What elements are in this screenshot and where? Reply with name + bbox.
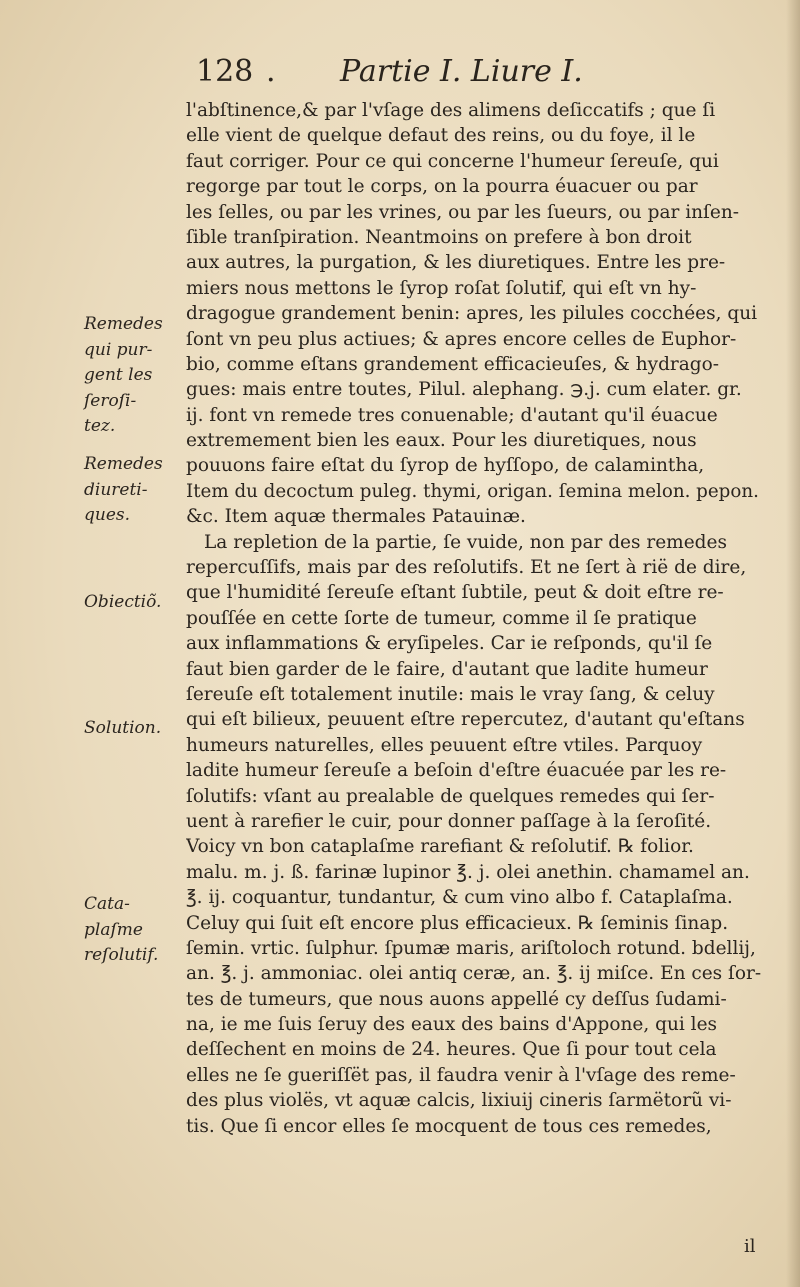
page-edge-shadow bbox=[786, 0, 800, 1287]
margin-note-line: Remedes bbox=[84, 454, 163, 474]
text-line: repercuſſifs, mais par des reſolutifs. Et ne ſert à rië de dire, bbox=[186, 557, 747, 579]
text-line: aux inflammations & eryſipeles. Car ie reſponds, qu'il ſe bbox=[186, 633, 713, 655]
text-line: miers nous mettons le ſyrop roſat ſolutif, qui eſt vn hy- bbox=[186, 277, 697, 299]
text-line: tis. Que ſi encor elles ſe mocquent de tous ces remedes, bbox=[186, 1115, 712, 1137]
margin-note bbox=[84, 590, 184, 616]
text-line: an. ℥. j. ammoniac. olei antiq ceræ, an. ℥. ij miſce. En ces ſor- bbox=[186, 963, 762, 985]
text-line: elle vient de quelque defaut des reins, ou du foye, il le bbox=[186, 125, 696, 147]
text-line: gues: mais entre toutes, Pilul. alephang. ℈.j. cum elater. gr. bbox=[186, 379, 742, 401]
text-line: tes de tumeurs, que nous auons appellé cy deſſus ſudami- bbox=[186, 988, 727, 1010]
margin-note-line: gent les bbox=[84, 365, 153, 386]
text-line: ſible tranſpiration. Neantmoins on prefere à bon droit bbox=[186, 226, 692, 248]
text-line: bio, comme eſtans grandement efficacieuſes, & hydrago- bbox=[186, 353, 720, 375]
margin-note-line: Solution. bbox=[84, 718, 162, 738]
text-line: des plus violës, vt aquæ calcis, lixiuij cineris ſarmëtorũ vi- bbox=[186, 1090, 732, 1112]
header-separator: . bbox=[266, 54, 276, 89]
text-line: ſont vn peu plus actiues; & apres encore celles de Euphor- bbox=[186, 328, 737, 350]
margin-note bbox=[84, 452, 184, 529]
text-line: aux autres, la purgation, & les diuretiques. Entre les pre- bbox=[186, 252, 726, 274]
text-line: faut corriger. Pour ce qui concerne l'humeur ſereuſe, qui bbox=[186, 150, 719, 172]
text-line: ſereuſe eſt totalement inutile: mais le vray ſang, & celuy bbox=[186, 683, 715, 705]
text-line: ij. font vn remede tres conuenable; d'autant qu'il éuacue bbox=[186, 404, 718, 426]
text-line: extremement bien les eaux. Pour les diuretiques, nous bbox=[186, 430, 697, 452]
text-line: Item du decoctum puleg. thymi, origan. ſemina melon. pepon. bbox=[186, 480, 759, 502]
text-line: que l'humidité ſereuſe eſtant ſubtile, peut & doit eſtre re- bbox=[186, 582, 724, 604]
text-line: &c. Item aquæ thermales Patauinæ. bbox=[186, 506, 526, 528]
margin-note-line: Cata- bbox=[84, 894, 130, 914]
running-head bbox=[196, 54, 756, 94]
text-line: ſolutifs: vſant au prealable de quelques remedes qui ſer- bbox=[186, 785, 715, 807]
margin-note-line: qui pur- bbox=[84, 339, 153, 360]
catchword: il bbox=[744, 1236, 756, 1257]
text-line: La repletion de la partie, ſe vuide, non par des remedes bbox=[204, 531, 727, 553]
margin-note-line: ques. bbox=[84, 505, 131, 526]
text-line: deſſechent en moins de 24. heures. Que ſi pour tout cela bbox=[186, 1039, 717, 1061]
text-line: ℥. ij. coquantur, tundantur, & cum vino albo f. Cataplaſma. bbox=[186, 887, 733, 909]
text-line bbox=[186, 1164, 766, 1189]
text-line: pouſſée en cette ſorte de tumeur, comme il ſe pratique bbox=[186, 607, 697, 629]
margin-note-line: reſolutif. bbox=[84, 945, 159, 966]
margin-note-line: tez. bbox=[84, 416, 116, 437]
text-line: qui eſt bilieux, peuuent eſtre repercutez, d'autant qu'eſtans bbox=[186, 709, 745, 731]
text-line: uent à rarefier le cuir, pour donner paſſage à la ſeroſité. bbox=[186, 810, 712, 832]
text-line: ladite humeur ſereuſe a beſoin d'eſtre éuacuée par les re- bbox=[186, 760, 727, 782]
margin-note bbox=[84, 312, 184, 440]
text-line: malu. m. j. ß. farinæ lupinor ℥. j. olei anethin. chamamel an. bbox=[186, 861, 750, 883]
margin-note bbox=[84, 716, 184, 742]
margin-note-line: diureti- bbox=[84, 479, 148, 500]
text-line: pouuons faire eſtat du ſyrop de hyſſopo, de calamintha, bbox=[186, 455, 705, 477]
margin-note bbox=[84, 892, 184, 969]
margin-note-line: ſeroſi- bbox=[84, 390, 137, 411]
margin-note-line: Remedes bbox=[84, 314, 163, 334]
main-text bbox=[186, 98, 766, 1190]
text-line: regorge par tout le corps, on la pourra éuacuer ou par bbox=[186, 176, 698, 198]
text-line bbox=[186, 1139, 766, 1164]
text-line: ſemin. vrtic. ſulphur. ſpumæ maris, ariſtoloch rotund. bdellij, bbox=[186, 937, 756, 959]
text-line: na, ie me ſuis ſeruy des eaux des bains d'Appone, qui les bbox=[186, 1014, 718, 1036]
page-number: 128 bbox=[196, 54, 254, 89]
margin-note-line: Obiectiõ. bbox=[84, 592, 162, 612]
text-line: Celuy qui ſuit eſt encore plus efficacieux. ℞ ſeminis ſinap. bbox=[186, 912, 729, 934]
text-line: Voicy vn bon cataplaſme rarefiant & reſolutif. ℞ folior. bbox=[186, 836, 694, 858]
text-line: les ſelles, ou par les vrines, ou par les ſueurs, ou par inſen- bbox=[186, 201, 739, 223]
text-line: elles ne ſe gueriſſët pas, il faudra venir à l'vſage des reme- bbox=[186, 1064, 736, 1086]
text-line: faut bien garder de le faire, d'autant que ladite humeur bbox=[186, 658, 708, 680]
text-line: l'abſtinence,& par l'vſage des alimens deſiccatifs ; que ſi bbox=[186, 100, 716, 121]
text-line: humeurs naturelles, elles peuuent eſtre vtiles. Parquoy bbox=[186, 734, 703, 756]
running-title: Partie I. Liure I. bbox=[340, 54, 583, 89]
margin-note-line: plaſme bbox=[84, 919, 143, 940]
text-line: dragogue grandement benin: apres, les pilules cocchées, qui bbox=[186, 303, 758, 325]
